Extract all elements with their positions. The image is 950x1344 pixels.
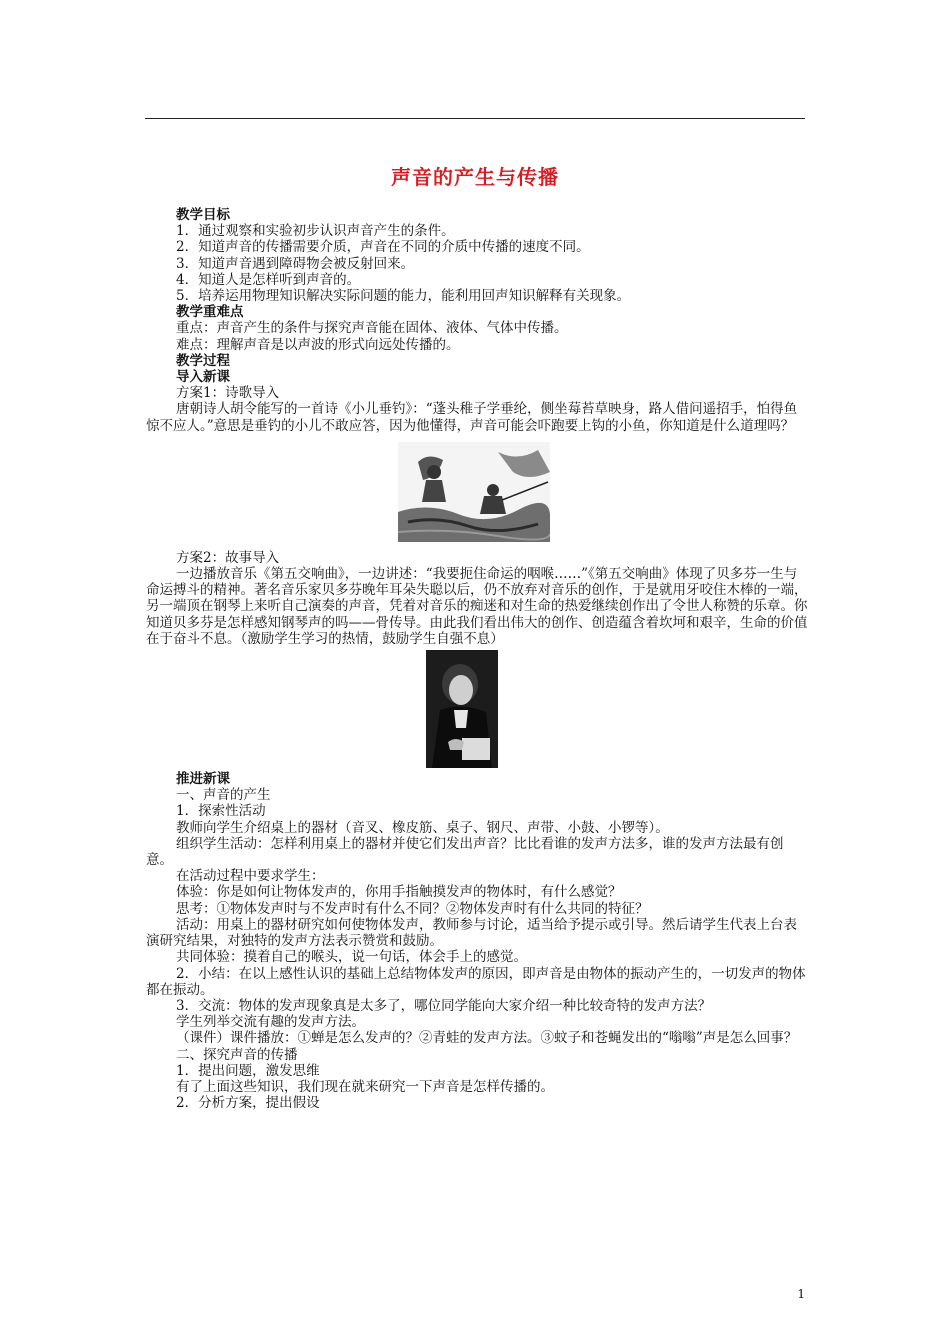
paragraph: 组织学生活动：怎样利用桌上的器材并使它们发出声音？比比看谁的发声方法多，谁的发声方法最有创意。 <box>146 835 784 869</box>
paragraph: 3．交流：物体的发声现象真是太多了，哪位同学能向大家介绍一种比较奇特的发声方法？ <box>176 997 712 1014</box>
fishing-child-illustration <box>398 442 550 542</box>
paragraph: 思考：①物体发声时与不发声时有什么不同？②物体发声时有什么共同的特征？ <box>176 900 649 917</box>
plan1-title: 方案1：诗歌导入 <box>176 385 280 402</box>
intro-heading: 导入新课 <box>176 369 230 386</box>
document-body <box>146 207 808 1111</box>
process-heading: 教学过程 <box>176 352 230 369</box>
paragraph: 教师向学生介绍桌上的器材（音叉、橡皮筋、桌子、钢尺、声带、小鼓、小锣等）。 <box>176 819 669 836</box>
section-heading: 一、声音的产生 <box>176 787 271 804</box>
key-point: 重点：声音产生的条件与探究声音能在固体、液体、气体中传播。 <box>176 320 568 337</box>
paragraph: 共同体验：摸着自己的喉头，说一句话，体会手上的感觉。 <box>176 949 527 966</box>
paragraph: 学生列举交流有趣的发声方法。 <box>176 1014 365 1031</box>
subsection-heading: 1．探索性活动 <box>176 803 266 820</box>
goal-item: 3．知道声音遇到障碍物会被反射回来。 <box>176 255 415 272</box>
difficult-point: 难点：理解声音是以声波的形式向远处传播的。 <box>176 336 460 353</box>
paragraph: 体验：你是如何让物体发声的，你用手指触摸发声的物体时，有什么感觉？ <box>176 884 622 901</box>
plan2-title: 方案2：故事导入 <box>176 549 280 566</box>
goal-item: 1．通过观察和实验初步认识声音产生的条件。 <box>176 223 455 240</box>
paragraph: 2．小结：在以上感性认识的基础上总结物体发声的原因，即声音是由物体的振动产生的，一切发声的物体都在振动。 <box>146 965 806 998</box>
goal-item: 4．知道人是怎样听到声音的。 <box>176 271 361 288</box>
beethoven-portrait <box>426 650 498 768</box>
plan1-text: 唐朝诗人胡令能写的一首诗《小儿垂钓》：“蓬头稚子学垂纶，侧坐莓苔草映身，路人借问遥招手，怕得鱼惊不应人。”意思是垂钓的小儿不敢应答，因为他懂得，声音可能会吓跑要上钩的小鱼，你知道是什么道理吗？ <box>146 401 798 434</box>
paragraph: 在活动过程中要求学生： <box>176 868 325 885</box>
page-number: 1 <box>797 1287 805 1301</box>
plan2-text: 一边播放音乐《第五交响曲》，一边讲述：“我要扼住命运的咽喉……”《第五交响曲》体现了贝多芬一生与命运搏斗的精神。著名音乐家贝多芬晚年耳朵失聪以后，仍不放弃对音乐的创作，于是就用牙咬住木棒的一端，另一端顶在钢琴上来听自己演奏的声音，凭着对音乐的痴迷和对生命的热爱继续创作出了令世人称赞的乐章。你知道贝多芬是怎样感知钢琴声的吗——骨传导。由此我们看出伟大的创作、创造蕴含着坎坷和艰辛，生命的价值在于奋斗不息。（激励学生学习的热情，鼓励学生自强不息） <box>146 566 808 647</box>
goal-item: 5．培养运用物理知识解决实际问题的能力，能利用回声知识解释有关现象。 <box>176 288 631 305</box>
paragraph: 活动：用桌上的器材研究如何使物体发声，教师参与讨论，适当给予提示或引导。然后请学生代表上台表演研究结果，对独特的发声方法表示赞赏和鼓励。 <box>146 916 797 950</box>
page-title: 声音的产生与传播 <box>391 165 559 189</box>
paragraph: 有了上面这些知识，我们现在就来研究一下声音是怎样传播的。 <box>176 1078 554 1095</box>
key-heading: 教学重难点 <box>176 304 244 321</box>
goal-item: 2．知道声音的传播需要介质，声音在不同的介质中传播的速度不同。 <box>176 239 590 256</box>
advance-heading: 推进新课 <box>176 771 230 788</box>
section-heading: 二、探究声音的传播 <box>176 1046 298 1063</box>
subsection-heading: 1．提出问题，激发思维 <box>176 1062 320 1079</box>
goals-heading: 教学目标 <box>176 207 230 223</box>
paragraph: （课件）课件播放：①蝉是怎么发声的？②青蛙的发声方法。③蚊子和苍蝇发出的“嗡嗡”声是怎么回事？ <box>176 1030 798 1047</box>
subsection-heading: 2．分析方案，提出假设 <box>176 1095 320 1112</box>
header-rule <box>145 118 805 119</box>
